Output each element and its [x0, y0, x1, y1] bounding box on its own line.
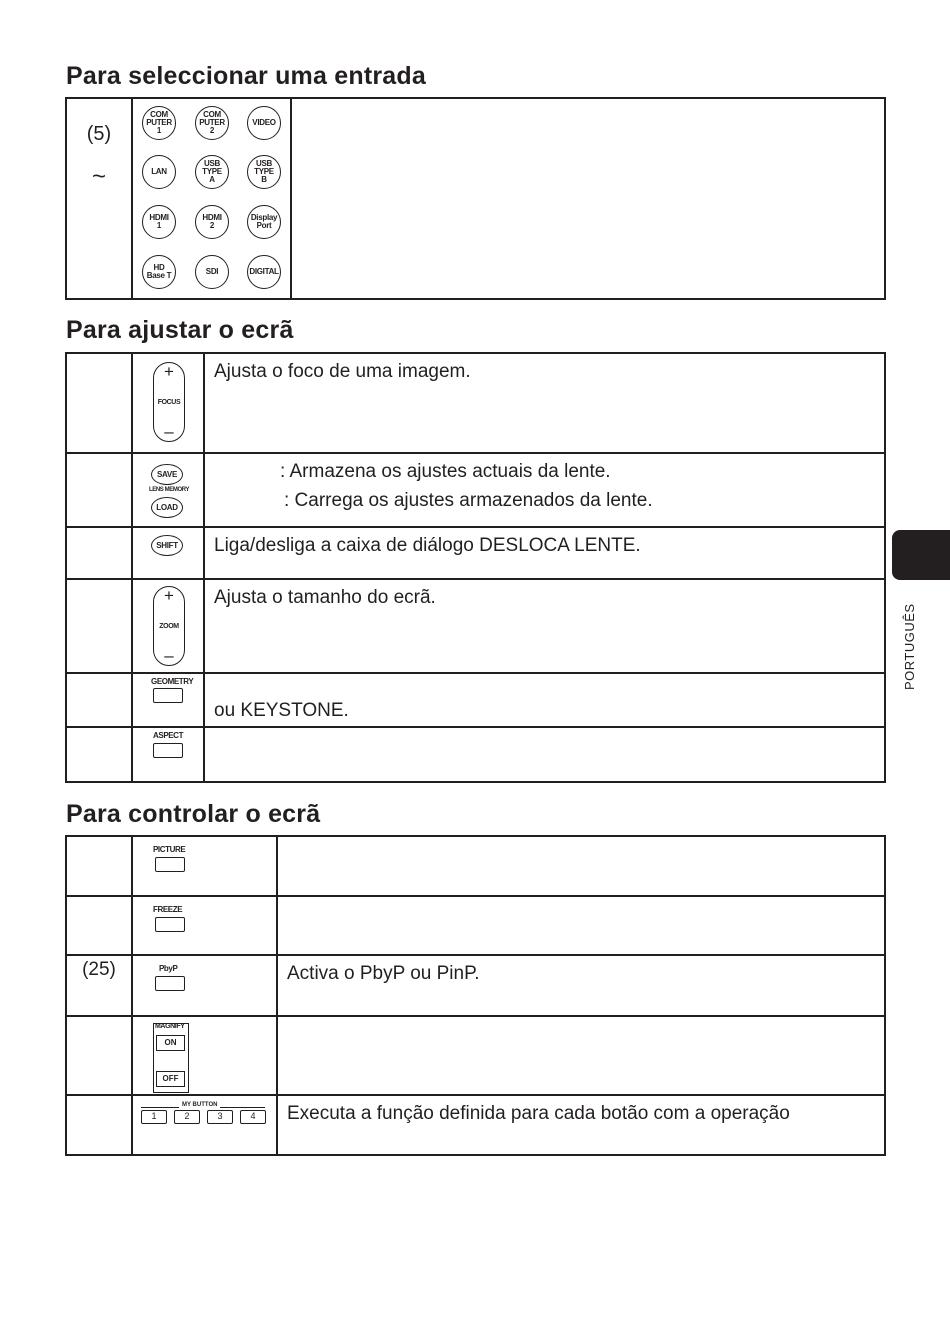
input-description-cell — [291, 98, 885, 299]
input-button-label: TYPE — [202, 167, 222, 176]
table-row — [66, 836, 885, 896]
range-tilde: ~ — [91, 163, 106, 190]
input-button-label: 1 — [156, 126, 162, 135]
input-button-label: 2 — [209, 126, 215, 135]
input-button[interactable] — [142, 255, 176, 289]
pbyp-description: Activa o PbyP ou PinP. — [287, 963, 480, 984]
table-row — [66, 727, 885, 782]
input-button[interactable] — [195, 205, 229, 239]
table-row — [66, 1095, 885, 1155]
lens-save-description: : Armazena os ajustes actuais da lente. — [280, 461, 611, 482]
input-button[interactable] — [195, 255, 229, 289]
input-button-label: Port — [256, 221, 272, 230]
freeze-button[interactable] — [155, 917, 185, 932]
plus-icon: + — [164, 586, 174, 605]
input-button-label: USB — [204, 159, 220, 168]
lens-load-description: : Carrega os ajustes armazenados da lente. — [284, 490, 653, 511]
focus-description: Ajusta o foco de uma imagem. — [214, 361, 471, 382]
geometry-button[interactable] — [153, 688, 183, 703]
input-button-label: SDI — [205, 267, 219, 276]
input-button-label: COM — [203, 110, 221, 119]
focus-label: FOCUS — [157, 398, 181, 406]
section-title-input: Para seleccionar uma entrada — [66, 62, 426, 90]
input-button[interactable] — [195, 106, 229, 140]
input-button-label: HD — [153, 263, 165, 272]
table-row — [66, 579, 885, 673]
lens-memory-label: LENS MEMORY — [149, 487, 190, 493]
plus-icon: + — [164, 362, 174, 381]
adjust-table — [65, 352, 886, 783]
input-button-label: B — [261, 175, 267, 184]
table-row — [66, 353, 885, 453]
input-button-label: 1 — [156, 221, 162, 230]
my-button-3[interactable]: 3 — [207, 1110, 233, 1124]
input-button[interactable] — [247, 255, 281, 289]
input-button[interactable] — [247, 205, 281, 239]
input-button-label: 2 — [209, 221, 215, 230]
pbyp-label: PbyP — [159, 964, 178, 973]
input-table — [65, 97, 886, 300]
input-buttons-cell — [132, 98, 291, 299]
input-button-label: HDMI — [202, 213, 222, 222]
language-label: PORTUGUÊS — [902, 603, 917, 690]
input-button-label: Base T — [146, 271, 172, 280]
minus-icon: – — [164, 646, 174, 665]
my-button-2[interactable]: 2 — [174, 1110, 200, 1124]
table-row — [66, 453, 885, 527]
table-row — [66, 673, 885, 727]
input-button-label: DIGITAL — [249, 267, 279, 276]
input-button[interactable] — [142, 155, 176, 189]
geometry-label: GEOMETRY — [151, 677, 194, 686]
input-button-label: Display — [250, 213, 278, 222]
magnify-group — [153, 1023, 189, 1093]
input-button[interactable] — [142, 205, 176, 239]
input-button[interactable] — [247, 106, 281, 140]
magnify-label: MAGNIFY — [155, 1023, 185, 1030]
input-button[interactable] — [195, 155, 229, 189]
magnify-on-button[interactable]: ON — [156, 1035, 185, 1051]
input-button-label: A — [209, 175, 215, 184]
input-button-label: PUTER — [199, 118, 225, 127]
table-row — [66, 527, 885, 579]
shift-button[interactable]: SHIFT — [151, 535, 183, 556]
input-button[interactable] — [142, 106, 176, 140]
zoom-rocker-button[interactable] — [153, 586, 185, 666]
zoom-label: ZOOM — [159, 622, 179, 630]
picture-button[interactable] — [155, 857, 185, 872]
my-button-1[interactable]: 1 — [141, 1110, 167, 1124]
lens-save-button[interactable]: SAVE — [151, 464, 183, 485]
mybutton-description: Executa a função definida para cada botão com a operação — [287, 1103, 790, 1124]
language-tab — [892, 530, 950, 580]
lens-load-button[interactable]: LOAD — [151, 497, 183, 518]
my-button-label: MY BUTTON — [179, 1102, 220, 1108]
table-row — [66, 1016, 885, 1095]
table-row — [66, 896, 885, 955]
input-button-label: COM — [150, 110, 168, 119]
picture-label: PICTURE — [153, 845, 186, 854]
my-button-4[interactable]: 4 — [240, 1110, 266, 1124]
zoom-description: Ajusta o tamanho do ecrã. — [214, 587, 436, 608]
table-row — [66, 955, 885, 1016]
page-reference: (5) — [86, 123, 112, 145]
input-button-label: LAN — [151, 167, 167, 176]
section-title-adjust: Para ajustar o ecrã — [66, 316, 294, 344]
control-table — [65, 835, 886, 1156]
focus-rocker-button[interactable] — [153, 362, 185, 442]
pbyp-button[interactable] — [155, 976, 185, 991]
aspect-button[interactable] — [153, 743, 183, 758]
minus-icon: – — [164, 422, 174, 441]
input-button-label: USB — [256, 159, 272, 168]
shift-description: Liga/desliga a caixa de diálogo DESLOCA LENTE. — [214, 535, 641, 556]
input-button-label: TYPE — [254, 167, 274, 176]
geometry-description: ou KEYSTONE. — [214, 700, 349, 721]
input-button-label: PUTER — [146, 118, 172, 127]
freeze-label: FREEZE — [153, 905, 183, 914]
input-button-label: HDMI — [149, 213, 169, 222]
input-button[interactable] — [247, 155, 281, 189]
input-button-label: VIDEO — [252, 118, 276, 127]
magnify-off-button[interactable]: OFF — [156, 1071, 185, 1087]
reference-cell — [66, 98, 132, 299]
section-title-control: Para controlar o ecrã — [66, 800, 321, 828]
page-reference: (25) — [82, 959, 116, 980]
aspect-label: ASPECT — [153, 731, 184, 740]
